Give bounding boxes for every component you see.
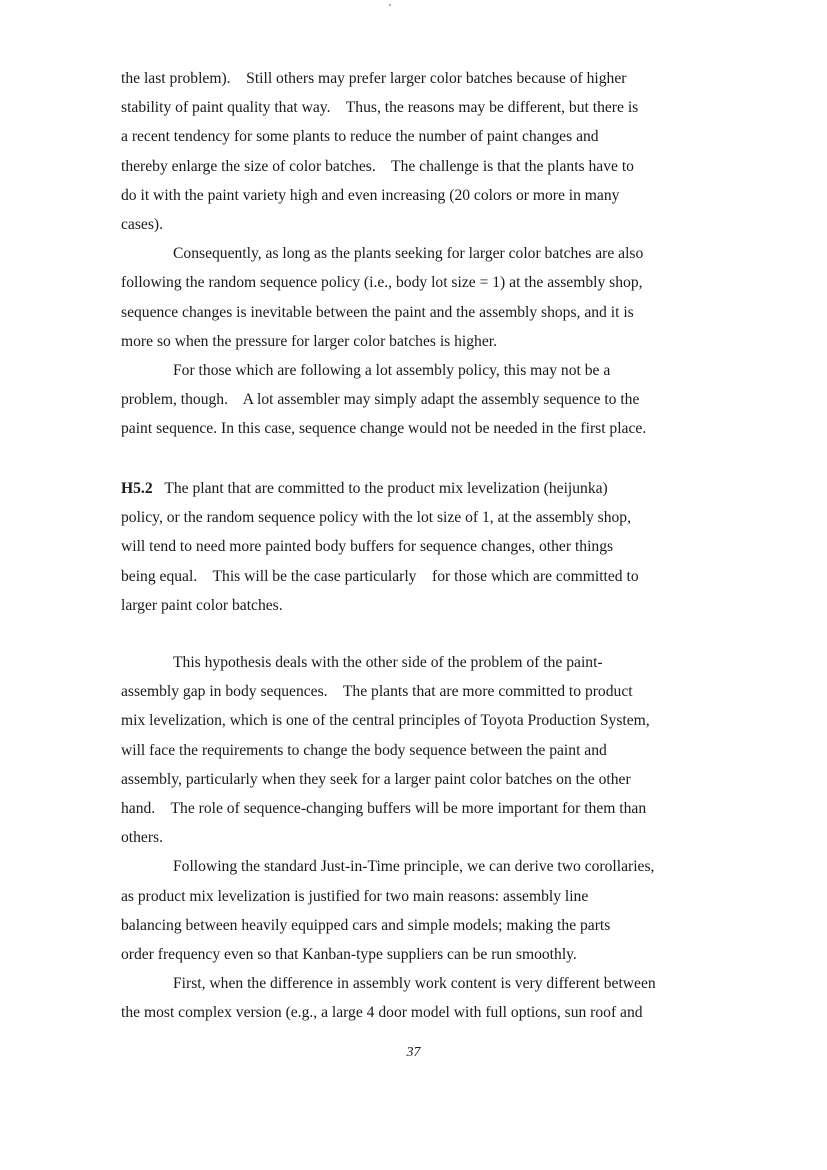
text-line: thereby enlarge the size of color batches. The challenge is that the plants have to [121, 157, 634, 175]
text-line: cases). [121, 215, 163, 233]
text-line: larger paint color batches. [121, 596, 283, 614]
text-line: paint sequence. In this case, sequence change would not be needed in the first place. [121, 420, 647, 438]
text-line: being equal. This will be the case particularly for those which are committed to [121, 567, 639, 585]
text-line: a recent tendency for some plants to reduce the number of paint changes and [121, 128, 599, 146]
text-line: mix levelization, which is one of the central principles of Toyota Production System, [121, 712, 650, 730]
text-line: the most complex version (e.g., a large 4 door model with full options, sun roof and [121, 1004, 643, 1022]
hypothesis-text: The plant that are committed to the product mix levelization (heijunka) [164, 480, 608, 497]
paragraph-block-1 [121, 64, 753, 443]
text-line: do it with the paint variety high and even increasing (20 colors or more in many [121, 186, 620, 204]
text-line: others. [121, 829, 164, 847]
text-line: following the random sequence policy (i.e., body lot size = 1) at the assembly shop, [121, 274, 643, 292]
text-line: stability of paint quality that way. Thus, the reasons may be different, but there is [121, 99, 639, 117]
paragraph-block-2 [121, 648, 753, 1027]
text-line: sequence changes is inevitable between the paint and the assembly shops, and it is [121, 303, 634, 321]
text-line: will tend to need more painted body buffers for sequence changes, other things [121, 538, 614, 556]
page-number: 37 [406, 1045, 421, 1060]
scan-mark [389, 4, 391, 6]
hypothesis-first-line [121, 474, 753, 503]
hypothesis-label: H5.2 [121, 480, 153, 497]
text-line: order frequency even so that Kanban-type suppliers can be run smoothly. [121, 945, 577, 963]
text-line: This hypothesis deals with the other side of the problem of the paint- [173, 654, 603, 671]
text-line: assembly gap in body sequences. The plants that are more committed to product [121, 683, 633, 701]
text-line: Following the standard Just-in-Time principle, we can derive two corollaries, [173, 858, 655, 876]
text-line: For those which are following a lot assembly policy, this may not be a [173, 361, 611, 379]
text-line: hand. The role of sequence-changing buffers will be more important for them than [121, 799, 647, 817]
text-line: assembly, particularly when they seek for a larger paint color batches on the other [121, 770, 631, 788]
text-line: First, when the difference in assembly work content is very different between [173, 975, 656, 993]
text-line: more so when the pressure for larger color batches is higher. [121, 332, 498, 350]
text-line: Consequently, as long as the plants seeking for larger color batches are also [173, 245, 644, 263]
text-line: problem, though. A lot assembler may simply adapt the assembly sequence to the [121, 391, 640, 409]
hypothesis-block [121, 474, 753, 620]
text-line: policy, or the random sequence policy with the lot size of 1, at the assembly shop, [121, 509, 631, 527]
text-line: as product mix levelization is justified for two main reasons: assembly line [121, 887, 589, 905]
text-line: the last problem). Still others may prefer larger color batches because of higher [121, 70, 627, 87]
text-line: will face the requirements to change the body sequence between the paint and [121, 741, 607, 759]
text-line: balancing between heavily equipped cars and simple models; making the parts [121, 916, 611, 934]
